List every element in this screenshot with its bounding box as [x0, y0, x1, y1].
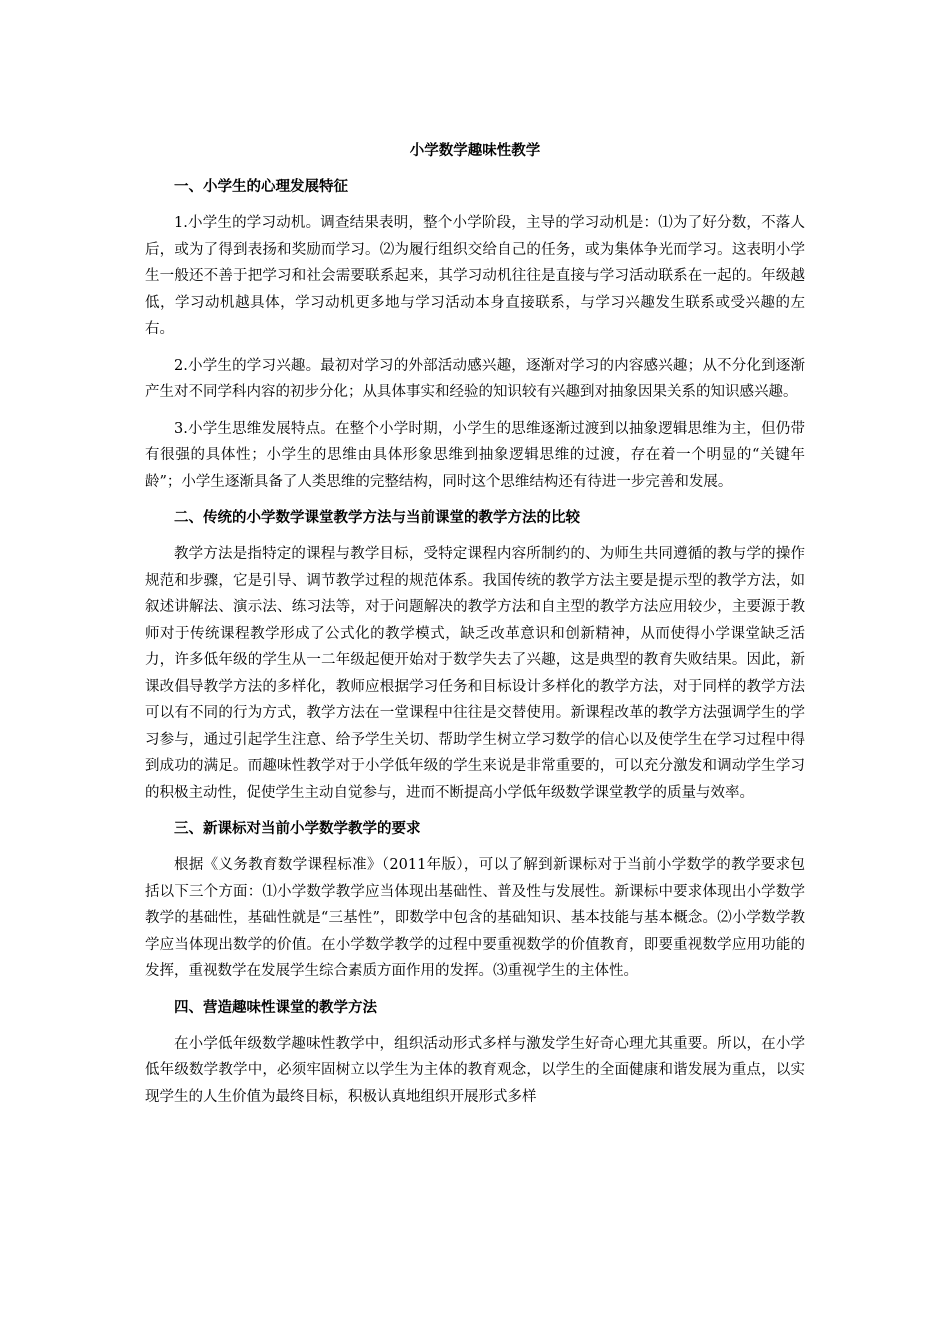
- paragraph-curriculum-standard: 根据《义务教育数学课程标准》（2011年版），可以了解到新课标对于当前小学数学的教学要求包括以下三个方面：⑴小学数学教学应当体现出基础性、普及性与发展性。新课标中要求体现出小学数学教学的基础性，基础性就是“三基性”，即数学中包含的基础知识、基本技能与基本概念。⑵小学数学教学应当体现出数学的价值。在小学数学教学的过程中要重视数学的价值教育，即要重视数学应用功能的发挥，重视数学在发展学生综合素质方面作用的发挥。⑶重视学生的主体性。: [145, 857, 805, 979]
- section-heading-3: 三、新课标对当前小学数学教学的要求: [174, 821, 421, 837]
- document-title: 小学数学趣味性教学: [409, 143, 541, 159]
- paragraph-learning-motivation: 1.小学生的学习动机。调查结果表明，整个小学阶段，主导的学习动机是：⑴为了好分数，不落人后，或为了得到表扬和奖励而学习。⑵为履行组织交给自己的任务，或为集体争光而学习。这表明小学生一般还不善于把学习和社会需要联系起来，其学习动机往往是直接与学习活动联系在一起的。年级越低，学习动机越具体，学习动机更多地与学习活动本身直接联系，与学习兴趣发生联系或受兴趣的左右。: [145, 215, 805, 337]
- section-heading-4: 四、营造趣味性课堂的教学方法: [174, 999, 377, 1016]
- section-heading-2: 二、传统的小学数学课堂教学方法与当前课堂的教学方法的比较: [174, 510, 580, 526]
- document-page: [145, 138, 805, 1120]
- paragraph-learning-interest: 2.小学生的学习兴趣。最初对学习的外部活动感兴趣，逐渐对学习的内容感兴趣；从不分化到逐渐产生对不同学科内容的初步分化；从具体事实和经验的知识较有兴趣到对抽象因果关系的知识感兴趣。: [145, 357, 805, 400]
- section-heading-1: 一、小学生的心理发展特征: [174, 179, 348, 195]
- paragraph-interesting-classroom: 在小学低年级数学趣味性教学中，组织活动形式多样与激发学生好奇心理尤其重要。所以，在小学低年级数学教学中，必须牢固树立以学生为主体的教育观念，以学生的全面健康和谐发展为重点，以实现学生的人生价值为最终目标，积极认真地组织开展形式多样: [145, 1035, 805, 1105]
- paragraph-thinking-development: 3.小学生思维发展特点。在整个小学时期，小学生的思维逐渐过渡到以抽象逻辑思维为主，但仍带有很强的具体性；小学生的思维由具体形象思维到抽象逻辑思维的过渡，存在着一个明显的“关键年龄”；小学生逐渐具备了人类思维的完整结构，同时这个思维结构还有待进一步完善和发展。: [145, 420, 805, 490]
- paragraph-teaching-methods: 教学方法是指特定的课程与教学目标，受特定课程内容所制约的、为师生共同遵循的教与学的操作规范和步骤，它是引导、调节教学过程的规范体系。我国传统的教学方法主要是提示型的教学方法，如叙述讲解法、演示法、练习法等，对于问题解决的教学方法和自主型的教学方法应用较少，主要源于教师对于传统课程教学形成了公式化的教学模式，缺乏改革意识和创新精神，从而使得小学课堂缺乏活力，许多低年级的学生从一二年级起便开始对于数学失去了兴趣，这是典型的教育失败结果。因此，新课改倡导教学方法的多样化，教师应根据学习任务和目标设计多样化的教学方法，对于同样的教学方法可以有不同的行为方式，教学方法在一堂课程中往往是交替使用。新课程改革的教学方法强调学生的学习参与，通过引起学生注意、给予学生关切、帮助学生树立学习数学的信心以及使学生在学习过程中得到成功的满足。而趣味性教学对于小学低年级的学生来说是非常重要的，可以充分激发和调动学生学习的积极主动性，促使学生主动自觉参与，进而不断提高小学低年级数学课堂教学的质量与效率。: [145, 546, 805, 801]
